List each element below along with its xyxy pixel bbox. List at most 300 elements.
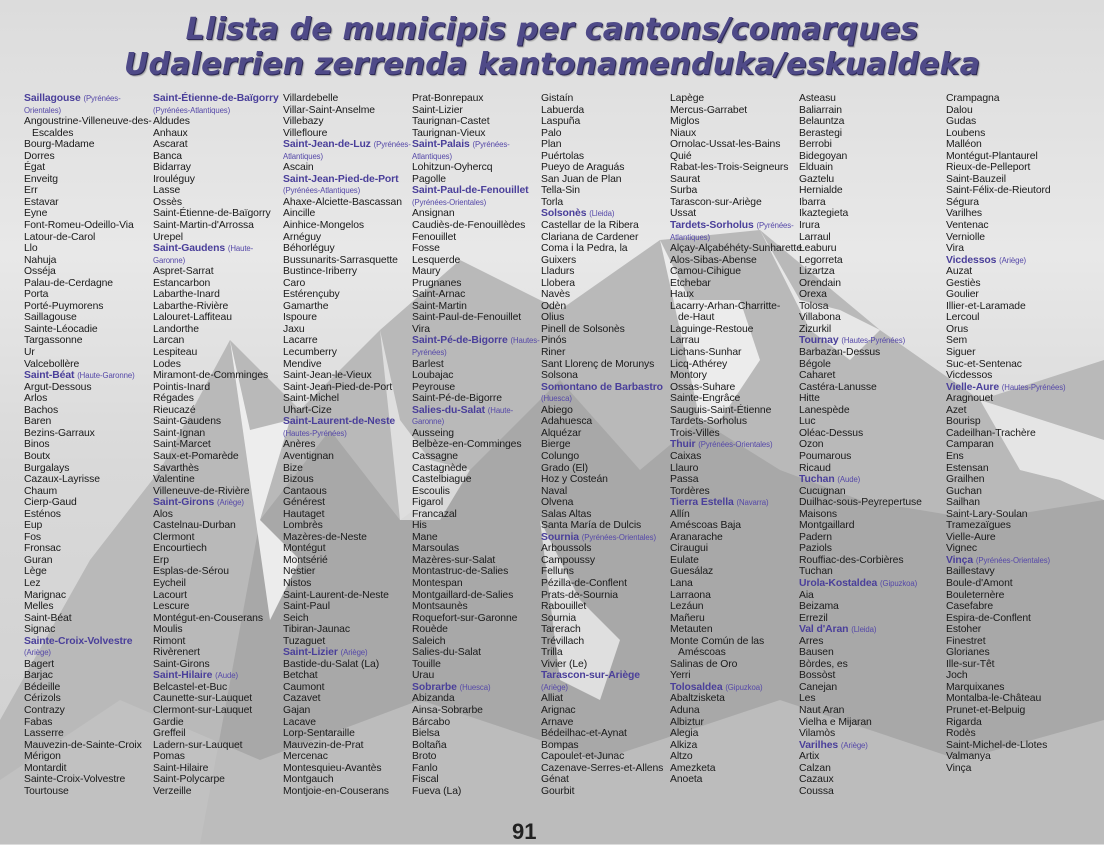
municipality-name: Mercenac bbox=[283, 751, 328, 763]
municipality-name: Verzeille bbox=[153, 785, 192, 797]
municipality-name: Torla bbox=[541, 196, 564, 208]
municipality-name: Touille bbox=[412, 658, 441, 670]
municipality-name: Boutx bbox=[24, 450, 51, 462]
municipality-name: Ainsa-Sobrarbe bbox=[412, 704, 483, 716]
municipality-name: Maury bbox=[412, 266, 441, 278]
municipality-name: Tella-Sin bbox=[541, 185, 580, 197]
municipality-name: Saint-Martin bbox=[412, 300, 467, 312]
municipality-name: San Juan de Plan bbox=[541, 173, 622, 185]
canton-heading bbox=[541, 670, 663, 682]
municipality-name: Lapège bbox=[670, 93, 705, 104]
canton-region: (Pyrénées-Orientales) bbox=[581, 532, 656, 542]
municipality-name: Caudiès-de-Fenouillèdes bbox=[412, 220, 526, 232]
canton-region: (Hautes- bbox=[510, 336, 540, 346]
municipality-name: Prugnanes bbox=[412, 277, 462, 289]
municipality-name: Castagnède bbox=[412, 462, 468, 474]
municipality-name: Alçay-Alçabéhéty-Sunharette bbox=[670, 243, 802, 255]
municipality-name: Générest bbox=[283, 497, 325, 509]
municipality-name: Casefabre bbox=[946, 601, 994, 613]
municipality-name: Montesquieu-Avantès bbox=[283, 762, 382, 774]
municipality-name: Saillagouse bbox=[24, 312, 77, 324]
municipality-name: Prat-Bonrepaux bbox=[412, 93, 484, 104]
municipality-name: Esténos bbox=[24, 508, 61, 520]
municipality-name: Betchat bbox=[283, 670, 318, 682]
municipality-name: Pointis-Inard bbox=[153, 381, 211, 393]
municipality-name: Lichans-Sunhar bbox=[670, 347, 742, 359]
canton-name: Val d'Aran bbox=[799, 624, 849, 636]
page-number: 91 bbox=[512, 819, 537, 844]
municipality-name: Vira bbox=[946, 243, 964, 255]
municipality-name: Clermont-sur-Lauquet bbox=[153, 704, 253, 716]
municipality-name: Alliat bbox=[541, 693, 563, 705]
canton-name: Saint-Laurent-de-Neste bbox=[283, 416, 396, 428]
municipality-name: Amezketa bbox=[670, 762, 716, 774]
canton-heading bbox=[24, 93, 152, 105]
municipality-name: Montégut bbox=[283, 543, 326, 555]
canton-name: Somontano de Barbastro bbox=[541, 381, 663, 393]
municipality-name: Montespan bbox=[412, 577, 463, 589]
canton-region: (Pyrénées-Atlantiques) bbox=[153, 105, 231, 115]
municipality-name: Sant Llorenç de Morunys bbox=[541, 358, 655, 370]
municipality-name: Saint-Jean-le-Vieux bbox=[283, 370, 372, 382]
municipality-name: Labuerda bbox=[541, 104, 585, 116]
municipality-name: Asteasu bbox=[799, 93, 836, 104]
municipality-name: Barlest bbox=[412, 358, 444, 370]
municipality-name: Aldudes bbox=[153, 116, 190, 128]
municipality-name: Bouleternère bbox=[946, 589, 1005, 601]
municipality-name: Plan bbox=[541, 139, 562, 151]
municipality-name: Rouède bbox=[412, 624, 448, 636]
municipality-name: Lège bbox=[24, 566, 47, 578]
canton-name: Varilhes bbox=[799, 739, 839, 751]
canton-heading bbox=[283, 416, 411, 428]
municipality-name: Saint-Lizier bbox=[412, 104, 463, 116]
municipality-name: Arboussols bbox=[541, 543, 592, 555]
municipality-name: Sauguis-Saint-Étienne bbox=[670, 404, 772, 416]
municipality-name: Vielle-Aure bbox=[946, 531, 996, 543]
municipality-name: Gestiès bbox=[946, 277, 981, 289]
municipality-name: Sainte-Croix-Volvestre bbox=[24, 774, 126, 786]
municipality-name: Guchan bbox=[946, 485, 982, 497]
canton-region: (Ariège) bbox=[999, 255, 1027, 265]
municipality-name: Fiscal bbox=[412, 774, 439, 786]
municipality-name: Bussunarits-Sarrasquette bbox=[283, 254, 398, 266]
municipality-name: Espira-de-Conflent bbox=[946, 612, 1031, 624]
municipality-name: Mercus-Garrabet bbox=[670, 104, 748, 116]
municipality-name: Vivier (Le) bbox=[541, 658, 588, 670]
municipality-name: Ossas-Suhare bbox=[670, 381, 736, 393]
municipality-name: Pagolle bbox=[412, 173, 446, 185]
municipality-name: Pueyo de Araguás bbox=[541, 162, 625, 174]
municipality-name: Salas Altas bbox=[541, 508, 592, 520]
municipality-name: Montjoie-en-Couserans bbox=[283, 785, 389, 797]
municipality-name: Ascain bbox=[283, 162, 314, 174]
canton-name: Tierra Estella bbox=[670, 497, 734, 509]
municipality-name: Cazaux bbox=[799, 774, 834, 786]
municipality-name: Guesálaz bbox=[670, 566, 714, 578]
canton-heading bbox=[541, 208, 663, 220]
municipality-name: Bierge bbox=[541, 439, 571, 451]
municipality-name: Burgalays bbox=[24, 462, 70, 474]
municipality-name: Bourisp bbox=[946, 416, 981, 428]
municipality-name: Illier-et-Laramade bbox=[946, 300, 1026, 312]
municipality-name: Dorres bbox=[24, 150, 55, 162]
canton-region: (Lleida) bbox=[851, 625, 877, 635]
municipality-name: Nahuja bbox=[24, 254, 57, 266]
municipality-name: Lana bbox=[670, 577, 693, 589]
municipality-name: Tarerach bbox=[541, 624, 581, 636]
municipality-name: Aragnouet bbox=[946, 393, 994, 405]
municipality-name: Clermont bbox=[153, 531, 195, 543]
municipality-name: Cazenave-Serres-et-Allens bbox=[541, 762, 664, 774]
municipality-name: Fabas bbox=[24, 716, 53, 728]
municipality-name: Moulis bbox=[153, 624, 183, 636]
municipality-name: Artix bbox=[799, 751, 820, 763]
municipality-name: Calzan bbox=[799, 762, 831, 774]
municipality-name: Yerri bbox=[670, 670, 691, 682]
municipality-name: Saint-Étienne-de-Baïgorry bbox=[153, 208, 271, 220]
municipality-name: Larcan bbox=[153, 335, 185, 347]
municipality-name: Grado (El) bbox=[541, 462, 588, 474]
canton-name: Tarascon-sur-Ariège bbox=[541, 670, 640, 682]
municipality-name: Ansignan bbox=[412, 208, 455, 220]
municipality-name: Landorthe bbox=[153, 323, 199, 335]
canton-name: Saillagouse bbox=[24, 93, 81, 104]
canton-region: (Aude) bbox=[215, 671, 238, 681]
municipality-name: Nistos bbox=[283, 577, 312, 589]
municipality-name: Ossès bbox=[153, 196, 182, 208]
municipality-name: Legorreta bbox=[799, 254, 843, 266]
municipality-name: Salies-du-Salat bbox=[412, 647, 481, 659]
municipality-name: Rouffiac-des-Corbières bbox=[799, 554, 904, 566]
municipality-name: Alkiza bbox=[670, 739, 698, 751]
municipality-name: Quié bbox=[670, 150, 692, 162]
municipality-name: Lacourt bbox=[153, 589, 187, 601]
municipality-name: Poumarous bbox=[799, 450, 852, 462]
municipality-name: Bastide-du-Salat (La) bbox=[283, 658, 380, 670]
canton-name: Sobrarbe bbox=[412, 681, 457, 693]
canton-region: (Hautes-Pyrénées) bbox=[1001, 382, 1066, 392]
municipality-name: Altzo bbox=[670, 751, 693, 763]
municipality-name: Banca bbox=[153, 150, 182, 162]
municipality-name: Lesquerde bbox=[412, 254, 461, 266]
municipality-name: Belbèze-en-Comminges bbox=[412, 439, 522, 451]
municipality-name: Urau bbox=[412, 670, 435, 682]
municipality-name: Boltaña bbox=[412, 739, 447, 751]
canton-name: Tardets-Sorholus bbox=[670, 220, 754, 232]
municipality-name: Aspret-Sarrat bbox=[153, 266, 214, 278]
municipality-name: Font-Romeu-Odeillo-Via bbox=[24, 220, 134, 232]
municipality-name: Gamarthe bbox=[283, 300, 329, 312]
municipality-name: Mendive bbox=[283, 358, 322, 370]
municipality-name: Haux bbox=[670, 289, 694, 301]
municipality-name: Mazères-de-Neste bbox=[283, 531, 367, 543]
municipality-name: Sainte-Léocadie bbox=[24, 323, 98, 335]
municipality-name: Ikaztegieta bbox=[799, 208, 849, 220]
municipality-name: Montalba-le-Château bbox=[946, 693, 1042, 705]
municipality-name: Labarthe-Inard bbox=[153, 289, 220, 301]
canton-heading bbox=[541, 382, 663, 394]
municipality-name: Cierp-Gaud bbox=[24, 497, 77, 509]
municipality-name: Allín bbox=[670, 508, 690, 520]
municipality-name: Zizurkil bbox=[799, 323, 832, 335]
canton-region: (Pyrénées-Orientales) bbox=[698, 440, 773, 450]
municipality-name: Vicdessos bbox=[946, 370, 993, 382]
canton-region: Orientales) bbox=[24, 105, 62, 115]
canton-name: Tuchan bbox=[799, 474, 835, 486]
municipality-name: Auzat bbox=[946, 266, 973, 278]
municipality-name: Ricaud bbox=[799, 462, 831, 474]
municipality-name: Castelnau-Durban bbox=[153, 520, 236, 532]
municipality-name: Francazal bbox=[412, 508, 457, 520]
canton-region: (Ariège) bbox=[24, 648, 51, 658]
municipality-name: Padern bbox=[799, 531, 832, 543]
municipality-name: Bustince-Iriberry bbox=[283, 266, 357, 278]
canton-region: (Pyrénées- bbox=[472, 140, 510, 150]
municipality-name: Fueva (La) bbox=[412, 785, 462, 797]
municipality-name: Orendain bbox=[799, 277, 841, 289]
canton-heading bbox=[153, 243, 279, 255]
municipality-name: Lezáun bbox=[670, 601, 704, 613]
municipality-name: Nestier bbox=[283, 566, 316, 578]
municipality-name: Ahaxe-Alciette-Bascassan bbox=[283, 196, 402, 208]
municipality-name: Villar-Saint-Anselme bbox=[283, 104, 375, 116]
municipality-name: Argut-Dessous bbox=[24, 381, 92, 393]
municipality-name: Lescure bbox=[153, 601, 190, 613]
municipality-name: Guixers bbox=[541, 254, 577, 266]
municipality-name: Saint-Jean-Pied-de-Port bbox=[283, 381, 393, 393]
municipality-name: Eyne bbox=[24, 208, 48, 220]
municipality-name: Saint-Pé-de-Bigorre bbox=[412, 393, 502, 405]
column-2 bbox=[153, 93, 279, 797]
municipality-name: Angoustrine-Villeneuve-des- bbox=[24, 116, 152, 128]
canton-region: Atlantiques) bbox=[412, 151, 452, 161]
canton-region: (Pyrénées- bbox=[373, 140, 411, 150]
canton-region: (Aude) bbox=[837, 475, 861, 485]
municipality-name: Tramezaïgues bbox=[946, 520, 1011, 532]
canton-region: (Haute- bbox=[227, 244, 254, 254]
canton-heading bbox=[799, 578, 922, 590]
municipality-name: Bielsa bbox=[412, 728, 440, 740]
municipality-name: Loubens bbox=[946, 127, 986, 139]
canton-name: Tolosaldea bbox=[670, 681, 723, 693]
municipality-name: Boule-d'Amont bbox=[946, 577, 1013, 589]
municipality-name: Saint-Paul-de-Fenouillet bbox=[412, 312, 522, 324]
municipality-name: Mane bbox=[412, 531, 438, 543]
municipality-name: Arnave bbox=[541, 716, 574, 728]
municipality-name: Barjac bbox=[24, 670, 53, 682]
canton-region: (Pyrénées-Orientales) bbox=[412, 197, 487, 207]
canton-heading bbox=[670, 682, 802, 694]
municipality-name: Enveitg bbox=[24, 173, 58, 185]
municipality-name: Lombrès bbox=[283, 520, 323, 532]
canton-region: Atlantiques) bbox=[670, 232, 710, 242]
canton-name: Saint-Jean-Pied-de-Port bbox=[283, 173, 399, 185]
municipality-name: Rabat-les-Trois-Seigneurs bbox=[670, 162, 789, 174]
municipality-name: Montégut-Plantaurel bbox=[946, 150, 1038, 162]
canton-heading bbox=[946, 255, 1066, 267]
municipality-name: Encourtiech bbox=[153, 543, 207, 555]
municipality-name: Estensan bbox=[946, 462, 989, 474]
municipality-name: Cazaux-Layrisse bbox=[24, 474, 100, 486]
municipality-name: Llo bbox=[24, 243, 38, 255]
municipality-name: Seich bbox=[283, 612, 309, 624]
municipality-name: Targassonne bbox=[24, 335, 83, 347]
municipality-name: Paziols bbox=[799, 543, 832, 555]
municipality-name: Mauvezin-de-Prat bbox=[283, 739, 364, 751]
municipality-name: Odèn bbox=[541, 300, 567, 312]
canton-heading bbox=[283, 174, 411, 186]
canton-region: (Pyrénées-Orientales) bbox=[975, 555, 1051, 565]
canton-region: (Pyrénées-Atlantiques) bbox=[283, 186, 361, 196]
canton-name: Saint-Gaudens bbox=[153, 243, 226, 255]
municipality-name: Orus bbox=[946, 323, 969, 335]
column-4 bbox=[412, 93, 540, 797]
municipality-name: Joch bbox=[946, 670, 968, 682]
municipality-name: Azet bbox=[946, 404, 967, 416]
canton-heading bbox=[412, 335, 540, 347]
municipality-name: Licq-Athérey bbox=[670, 358, 728, 370]
municipality-name: Gourbit bbox=[541, 785, 575, 797]
municipality-name: Améscoas Baja bbox=[670, 520, 741, 532]
municipality-name: Beizama bbox=[799, 601, 839, 613]
municipality-name: Bourg-Madame bbox=[24, 139, 95, 151]
municipality-name: Ainhice-Mongelos bbox=[283, 220, 364, 232]
municipality-name: Goulier bbox=[946, 289, 979, 301]
municipality-name: Dalou bbox=[946, 104, 973, 116]
municipality-name: Niaux bbox=[670, 127, 697, 139]
canton-region: (Ariège) bbox=[541, 682, 568, 692]
municipality-name: Olvena bbox=[541, 497, 574, 509]
municipality-name: Saint-Arnac bbox=[412, 289, 466, 301]
municipality-name: Melles bbox=[24, 601, 54, 613]
municipality-name: Saint-Marcet bbox=[153, 439, 211, 451]
municipality-name: Aia bbox=[799, 589, 814, 601]
municipality-name: Anhaux bbox=[153, 127, 188, 139]
municipality-name: Canejan bbox=[799, 681, 838, 693]
municipality-name: Belauntza bbox=[799, 116, 845, 128]
municipality-name: Latour-de-Carol bbox=[24, 231, 96, 243]
column-1 bbox=[24, 93, 152, 797]
municipality-name: Miglos bbox=[670, 116, 700, 128]
canton-heading bbox=[153, 93, 279, 105]
canton-region: (Gipuzkoa) bbox=[879, 578, 918, 588]
canton-name: Sournia bbox=[541, 531, 579, 543]
municipality-name: Salinas de Oro bbox=[670, 658, 738, 670]
municipality-name: Cantaous bbox=[283, 485, 327, 497]
municipality-name: Valcebollère bbox=[24, 358, 80, 370]
municipality-name: Tolosa bbox=[799, 300, 829, 312]
municipality-name: Duilhac-sous-Peyrepertuse bbox=[799, 497, 922, 509]
municipality-name: Adahuesca bbox=[541, 416, 593, 428]
canton-region: Atlantiques) bbox=[283, 151, 323, 161]
municipality-name: Escaldes bbox=[32, 127, 74, 139]
municipality-name: Hernialde bbox=[799, 185, 843, 197]
municipality-name: Solsona bbox=[541, 370, 578, 382]
municipality-name: Alos bbox=[153, 508, 173, 520]
municipality-name: Bagert bbox=[24, 658, 55, 670]
municipality-name: Rivèrenert bbox=[153, 647, 200, 659]
municipality-name: Ornolac-Ussat-les-Bains bbox=[670, 139, 781, 151]
municipality-name: Anères bbox=[283, 439, 316, 451]
municipality-name: Rabouillet bbox=[541, 601, 587, 613]
municipality-name: Esplas-de-Sérou bbox=[153, 566, 229, 578]
municipality-name: Etchebar bbox=[670, 277, 711, 289]
municipality-name: Saint-Félix-de-Rieutord bbox=[946, 185, 1051, 197]
municipality-name: Aventignan bbox=[283, 450, 334, 462]
municipality-name: Contrazy bbox=[24, 704, 65, 716]
canton-heading bbox=[799, 474, 922, 486]
municipality-name: Orexa bbox=[799, 289, 827, 301]
municipality-name: Lacarry-Arhan-Charritte- bbox=[670, 300, 781, 312]
canton-name: Saint-Paul-de-Fenouillet bbox=[412, 185, 529, 197]
municipality-name: Vielha e Mijaran bbox=[799, 716, 872, 728]
municipality-name: Camparan bbox=[946, 439, 994, 451]
municipality-name: Irura bbox=[799, 220, 820, 232]
municipality-name: Gardie bbox=[153, 716, 184, 728]
canton-name: Thuir bbox=[670, 439, 696, 451]
municipality-name: Crampagna bbox=[946, 93, 1000, 104]
canton-name: Urola-Kostaldea bbox=[799, 577, 878, 589]
municipality-name: Bize bbox=[283, 462, 303, 474]
canton-heading bbox=[412, 139, 540, 151]
municipality-name: Lizartza bbox=[799, 266, 835, 278]
canton-region: (Ariège) bbox=[216, 498, 244, 508]
municipality-name: Montgaillard bbox=[799, 520, 855, 532]
municipality-name: Osséja bbox=[24, 266, 56, 278]
canton-name: Tournay bbox=[799, 335, 839, 347]
municipality-name: Vira bbox=[412, 323, 430, 335]
municipality-name: Saint-Laurent-de-Neste bbox=[283, 589, 389, 601]
municipality-name: Peyrouse bbox=[412, 381, 456, 393]
canton-region: (Hautes-Pyrénées) bbox=[283, 428, 347, 438]
column-5 bbox=[541, 93, 663, 797]
municipality-name: Larraona bbox=[670, 589, 711, 601]
canton-name: Saint-Lizier bbox=[283, 647, 338, 659]
municipality-name: Suc-et-Sentenac bbox=[946, 358, 1022, 370]
municipality-name: Alquézar bbox=[541, 427, 582, 439]
municipality-name: Sainte-Engrâce bbox=[670, 393, 741, 405]
municipality-name: Palo bbox=[541, 127, 562, 139]
municipality-name: Bidarray bbox=[153, 162, 191, 174]
municipality-name: Saint-Paul bbox=[283, 601, 330, 613]
municipality-name: Labarthe-Rivière bbox=[153, 300, 229, 312]
municipality-name: Saux-et-Pomarède bbox=[153, 450, 239, 462]
municipality-name: Tuchan bbox=[799, 566, 833, 578]
municipality-name: Cucugnan bbox=[799, 485, 846, 497]
municipality-name: Saint-Polycarpe bbox=[153, 774, 225, 786]
municipality-name: Montégut-en-Couserans bbox=[153, 612, 263, 624]
municipality-name: Lanespède bbox=[799, 404, 850, 416]
municipality-name: Ussat bbox=[670, 208, 697, 220]
canton-region: (Hautes-Pyrénées) bbox=[841, 336, 906, 346]
municipality-name: Naval bbox=[541, 485, 568, 497]
municipality-name: Laguinge-Restoue bbox=[670, 323, 754, 335]
canton-heading bbox=[946, 382, 1066, 394]
municipality-name: Les bbox=[799, 693, 816, 705]
municipality-name: Berastegi bbox=[799, 127, 842, 139]
municipality-name: Égat bbox=[24, 162, 45, 174]
municipality-name: Montastruc-de-Salies bbox=[412, 566, 509, 578]
municipality-name: Bòrdes, es bbox=[799, 658, 848, 670]
municipality-name: Rigarda bbox=[946, 716, 982, 728]
municipality-name: Ladern-sur-Lauquet bbox=[153, 739, 243, 751]
canton-region: (Ariège) bbox=[840, 740, 868, 750]
municipality-name: His bbox=[412, 520, 427, 532]
column-8 bbox=[946, 93, 1066, 774]
municipality-name: Gistaín bbox=[541, 93, 574, 104]
municipality-name: Albiztur bbox=[670, 716, 704, 728]
